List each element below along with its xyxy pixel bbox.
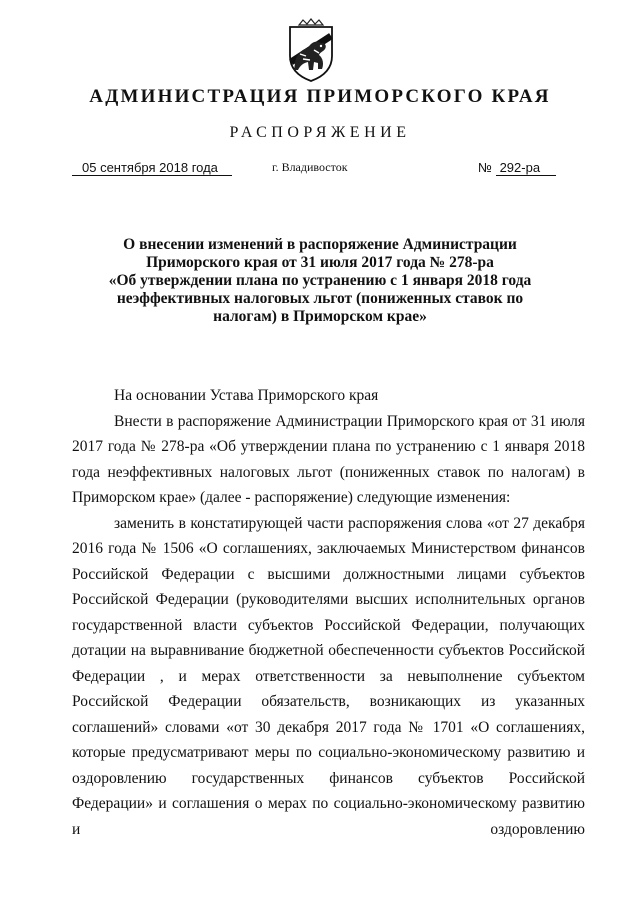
document-city: г. Владивосток (272, 160, 348, 174)
document-title (80, 236, 560, 326)
body-paragraph-replace: заменить в констатирующей части распоряжения слова «от 27 декабря 2016 года № 1506 «О соглашениях, заключаемых Министерством финансов Российской Федерации с высшими должностными лицами субъектов Российской Федерации (руководителями высших исполнительных органов государственной власти субъектов Российской Федерации, получающих дотации на выравнивание бюджетной обеспеченности субъектов Российской Федерации , и мерах ответственности за невыполнение субъектом Российской Федерации обязательств, возникающих из указанных соглашений» словами «от 30 декабря 2017 года № 1701 «О соглашениях, которые предусматривают меры по социально-экономическому развитию и оздоровлению государственных финансов субъектов Российской Федерации» и соглашения о мерах по социально-экономическому развитию и оздоровлению (72, 514, 585, 838)
title-line: О внесении изменений в распоряжение Администрации (123, 236, 517, 253)
organization-title: АДМИНИСТРАЦИЯ ПРИМОРСКОГО КРАЯ (89, 86, 551, 107)
title-line: налогам) в Приморском крае» (213, 308, 427, 325)
body-paragraph-amend: Внести в распоряжение Администрации Приморского края от 31 июля 2017 года № 278-ра «Об утверждении плана по устранению с 1 января 2018 года неэффективных налоговых льгот (пониженных ставок по налогам) в Приморском крае» (далее - распоряжение) следующие изменения: (72, 412, 585, 506)
body-paragraph-basis: На основании Устава Приморского края (114, 387, 379, 404)
title-line: неэффективных налоговых льгот (пониженных ставок по (116, 290, 524, 307)
document-date: 05 сентября 2018 года (72, 160, 232, 176)
document-number (478, 160, 556, 176)
title-line: Приморского края от 31 июля 2017 года № 278-ра (146, 254, 494, 271)
document-body (72, 383, 585, 842)
primorsky-krai-coat-of-arms-icon (286, 18, 336, 82)
document-type: РАСПОРЯЖЕНИЕ (229, 124, 411, 141)
number-sign: № (478, 160, 492, 175)
number-value: 292-ра (496, 160, 556, 176)
title-line: «Об утверждении плана по устранению с 1 января 2018 года (108, 272, 532, 289)
